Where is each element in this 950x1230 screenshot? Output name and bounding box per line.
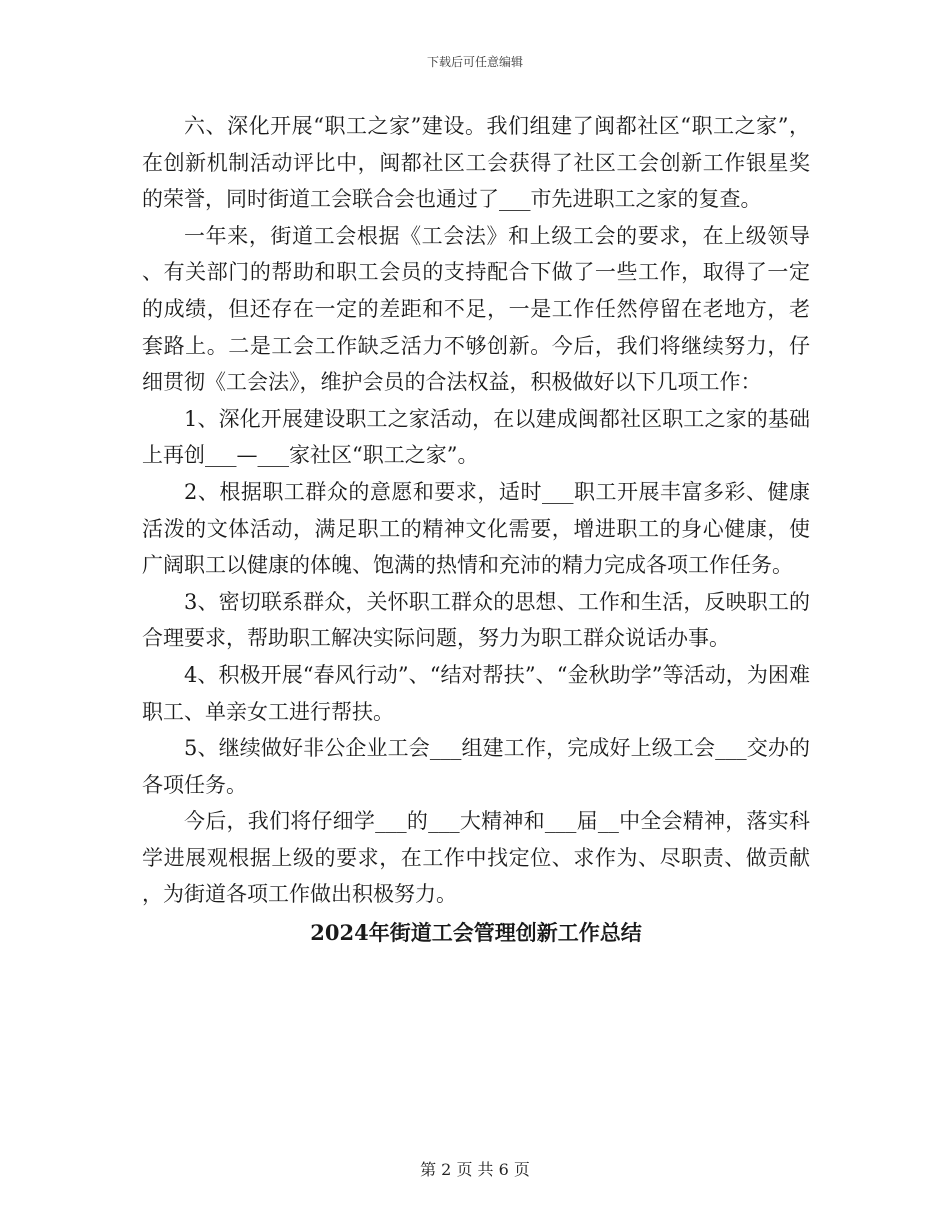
next-document-title: 2024年街道工会管理创新工作总结 bbox=[310, 920, 642, 946]
page-indicator: 第 2 页 共 6 页 bbox=[420, 1160, 530, 1179]
paragraph-2: 一年来，街道工会根据《工会法》和上级工会的要求，在上级领导、有关部门的帮助和职工会员的支持配合下做了一些工作，取得了一定的成绩，但还存在一定的差距和不足，一是工作任然停留在老地方，老套路上。二是工会工作缺乏活力不够创新。今后，我们将继续努力，仔细贯彻《工会法》，维护会员的合法权益，积极做好以下几项工作： bbox=[142, 223, 810, 395]
header-note: 下载后可任意编辑 bbox=[426, 55, 523, 69]
paragraph-6: 4、积极开展“春风行动”、“结对帮扶”、“金秋助学”等活动，为困难职工、单亲女工进行帮扶。 bbox=[142, 662, 810, 724]
paragraph-5: 3、密切联系群众，关怀职工群众的思想、工作和生活，反映职工的合理要求，帮助职工解决实际问题，努力为职工群众说话办事。 bbox=[142, 589, 810, 651]
paragraph-1: 六、深化开展“职工之家”建设。我们组建了闽都社区“职工之家”，在创新机制活动评比中，闽都社区工会获得了社区工会创新工作银星奖的荣誉，同时街道工会联合会也通过了___市先进职工之家的复查。 bbox=[142, 114, 810, 212]
paragraph-4: 2、根据职工群众的意愿和要求，适时___职工开展丰富多彩、健康活泼的文体活动，满足职工的精神文化需要，增进职工的身心健康，使广阔职工以健康的体魄、饱满的热情和充沛的精力完成各项工作任务。 bbox=[142, 479, 810, 578]
paragraph-8: 今后，我们将仔细学___的___大精神和___届__中全会精神，落实科学进展观根据上级的要求，在工作中找定位、求作为、尽职责、做贡献，为街道各项工作做出积极努力。 bbox=[142, 809, 810, 907]
paragraph-7: 5、继续做好非公企业工会___组建工作，完成好上级工会___交办的各项任务。 bbox=[142, 736, 810, 797]
paragraph-3: 1、深化开展建设职工之家活动，在以建成闽都社区职工之家的基础上再创___—___家社区“职工之家”。 bbox=[142, 406, 810, 468]
document-body bbox=[142, 108, 810, 951]
